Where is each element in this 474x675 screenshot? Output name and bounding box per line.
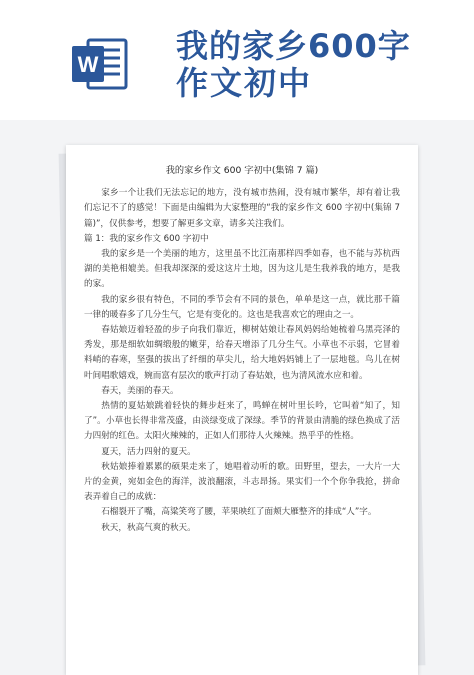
body-paragraph: 春姑娘迈着轻盈的步子向我们靠近，柳树姑娘让春风妈妈给她梳着乌黑亮泽的秀发，那是细软如绸缎般的嫩芽，给春天增添了几分生气。小草也不示弱，它冒着料峭的春寒，坚强的拔出了纤细的草尖儿，给大地妈妈铺上了一层地毯。鸟儿在树叶间唱歌嬉戏，婉而富有层次的歌声打动了春姑娘，也为清风流水应和着。 — [84, 325, 400, 381]
body-paragraph: 热情的夏姑娘跳着轻快的舞步赶来了，鸣蝉在树叶里长吟，它叫着“知了，知了”。小草也长得非常茂盛，由淡绿变成了深绿。季节的背景由清脆的绿色换成了活力四射的红色。太阳火辣辣的，正如人们那待人火辣辣。热乎乎的性格。 — [84, 401, 400, 442]
body-paragraph: 夏天，活力四射的夏天。 — [101, 446, 196, 457]
banner-title-line2: 作文初中 — [176, 63, 313, 102]
body-paragraph: 我的家乡是一个美丽的地方，这里虽不比江南那样四季如春，也不能与苏杭西湖的美艳相媲美。但我却深深的爱这这片土地，因为这儿是生我养我的地方，是我的家。 — [84, 249, 400, 290]
banner — [0, 0, 474, 120]
banner-title — [176, 28, 466, 102]
banner-title-line1: 我的家乡600字 — [176, 27, 411, 65]
document-body — [84, 163, 400, 536]
intro-paragraph: 家乡一个让我们无法忘记的地方，没有城市热闹，没有城市繁华，却有着让我们忘记不了的感觉！下面是由编辑为大家整理的“我的家乡作文 600 字初中(集锦 7 篇)”，仅供参考，想要了解更多文章，请多关注我们。 — [84, 188, 400, 229]
document-title: 我的家乡作文 600 字初中(集锦 7 篇) — [165, 165, 319, 176]
body-paragraph: 我的家乡很有特色，不同的季节会有不同的景色，单单是这一点，就比那千篇一律的暖春多了几分生气，它是有变化的。这也是我喜欢它的理由之一。 — [84, 294, 400, 320]
body-paragraph: 石榴裂开了嘴，高粱笑弯了腰，苹果映红了面颊大雁整齐的排成“人”字。 — [101, 507, 377, 518]
document-page — [66, 145, 418, 675]
section-heading: 篇 1：我的家乡作文 600 字初中 — [84, 233, 209, 244]
body-paragraph: 秋姑娘捧着累累的硕果走来了，她唱着动听的歌。田野里，望去，一大片一大片的金黄，宛如金色的海洋，波浪翻滚，斗志昂扬。果实们一个个你争我抢，拼命表弄着自己的成就： — [84, 461, 400, 503]
body-paragraph: 秋天，秋高气爽的秋天。 — [101, 522, 196, 533]
body-paragraph: 春天，美丽的春天。 — [101, 385, 179, 396]
word-logo-letter: W — [77, 52, 99, 77]
word-document-icon — [70, 34, 130, 94]
